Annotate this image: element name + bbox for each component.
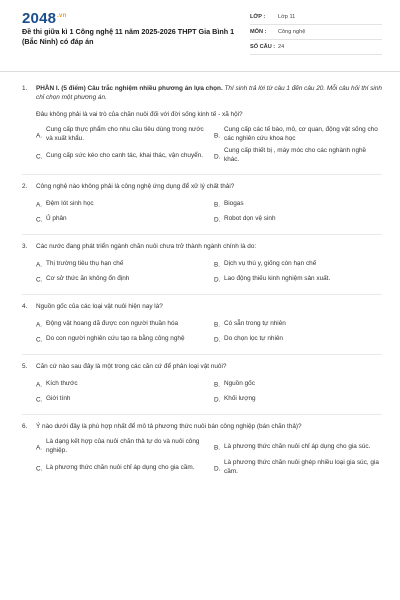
option-text: Thị trường tiêu thụ hạn chế [46, 259, 124, 267]
option-text: Là phương thức chăn nuôi chỉ áp dụng cho gia cầm. [46, 463, 195, 471]
options [36, 317, 382, 347]
question-stem: Ý nào dưới đây là phù hợp nhất để mô tả phương thức nuôi bán công nghiệp (bán chăn thả)? [36, 423, 302, 430]
question-3 [22, 242, 382, 295]
meta-key: SỐ CÂU : [250, 44, 276, 50]
question-6 [22, 422, 382, 479]
options [36, 437, 382, 479]
option-text: Biogas [224, 199, 244, 207]
option-letter: B. [214, 444, 221, 451]
option-text: Là phương thức chăn nuôi chỉ áp dụng cho gia súc. [224, 442, 371, 450]
meta-key: MÔN : [250, 29, 267, 35]
option-letter: C. [36, 276, 43, 283]
meta-row-class [250, 10, 382, 25]
option-letter: A. [36, 132, 43, 139]
option-d[interactable] [214, 272, 382, 287]
option-text: Dịch vụ thú y, giống còn hạn chế [224, 259, 317, 267]
option-letter: D. [214, 396, 221, 403]
option-a[interactable] [36, 125, 204, 146]
option-d[interactable] [214, 458, 382, 479]
option-text: Cơ sở thức ăn không ổn định [46, 274, 130, 282]
option-d[interactable] [214, 212, 382, 227]
question-divider [22, 174, 382, 175]
option-text: Do con người nghiên cứu tạo ra bằng công nghệ [46, 334, 185, 342]
option-letter: A. [36, 201, 43, 208]
option-b[interactable] [214, 197, 382, 212]
option-text: Robot dọn vệ sinh [224, 214, 276, 222]
options [36, 197, 382, 227]
meta-table [250, 10, 382, 55]
option-letter: C. [36, 216, 43, 223]
option-a[interactable] [36, 317, 204, 332]
option-c[interactable] [36, 392, 204, 407]
question-stem: Căn cứ nào sau đây là một trong các căn cứ để phân loại vật nuôi? [36, 363, 227, 370]
section-note: Thí sinh trả lời từ câu 1 đến câu 20. Mỗi câu hỏi thí sinh chỉ chọn một phương án. [36, 85, 382, 101]
option-b[interactable] [214, 125, 382, 146]
option-text: Đệm lót sinh học [46, 199, 94, 207]
question-5 [22, 362, 382, 415]
option-letter: B. [214, 261, 221, 268]
header [22, 10, 382, 70]
question-number: 6. [22, 423, 28, 430]
option-letter: D. [214, 336, 221, 343]
document-title: Đề thi giữa kì 1 Công nghệ 11 năm 2025-2026 THPT Gia Bình 1 (Bắc Ninh) có đáp án [22, 27, 235, 46]
option-text: Nguồn gốc [224, 379, 255, 387]
meta-row-count [250, 40, 382, 55]
options [36, 377, 382, 407]
logo-tld: .vn [57, 13, 67, 19]
question-1 [22, 84, 382, 175]
option-text: Động vật hoang dã được con người thuần hóa [46, 319, 179, 327]
header-divider [0, 71, 400, 72]
question-stem: Nguồn gốc của các loại vật nuôi hiện nay là? [36, 303, 163, 310]
option-b[interactable] [214, 377, 382, 392]
option-letter: C. [36, 396, 43, 403]
option-c[interactable] [36, 458, 204, 479]
option-text: Cung cấp thiết bị , máy móc cho các nghành nghề khác. [224, 147, 367, 163]
options [36, 257, 382, 287]
option-b[interactable] [214, 257, 382, 272]
option-a[interactable] [36, 437, 204, 458]
section-title: PHẦN I. (5 điểm) Câu trắc nghiệm nhiều phương án lựa chọn. [36, 85, 223, 92]
option-d[interactable] [214, 146, 382, 167]
question-list [22, 84, 382, 479]
option-text: Khối lượng [224, 394, 256, 402]
section-intro [36, 84, 382, 102]
option-d[interactable] [214, 392, 382, 407]
option-c[interactable] [36, 212, 204, 227]
meta-value: 24 [278, 44, 285, 50]
option-c[interactable] [36, 332, 204, 347]
question-number: 2. [22, 183, 28, 190]
option-text: Giới tính [46, 394, 71, 402]
option-c[interactable] [36, 272, 204, 287]
option-text: Có sẵn trong tự nhiên [224, 319, 286, 327]
option-letter: B. [214, 201, 221, 208]
option-text: Là dạng kết hợp của nuôi chăn thả tự do và nuôi công nghiệp. [46, 438, 200, 454]
question-2 [22, 182, 382, 235]
option-a[interactable] [36, 377, 204, 392]
question-number: 3. [22, 243, 28, 250]
meta-key: LỚP : [250, 14, 266, 20]
option-letter: D. [214, 153, 221, 160]
option-b[interactable] [214, 317, 382, 332]
question-stem: Đâu không phải là vai trò của chăn nuôi đối với đời sống kinh tế - xã hội? [36, 111, 243, 118]
option-letter: A. [36, 381, 43, 388]
meta-value[interactable]: Công nghệ [278, 29, 306, 35]
option-a[interactable] [36, 197, 204, 212]
option-c[interactable] [36, 146, 204, 167]
option-a[interactable] [36, 257, 204, 272]
question-number: 1. [22, 85, 28, 92]
question-stem: Công nghệ nào không phải là công nghệ ứng dụng để xử lý chất thải? [36, 183, 235, 190]
option-letter: C. [36, 336, 43, 343]
question-divider [22, 294, 382, 295]
option-letter: A. [36, 321, 43, 328]
logo-text: 2048 [22, 10, 57, 27]
option-text: Cung cấp sức kéo cho canh tác, khai thác, vận chuyển. [46, 151, 204, 159]
question-number: 4. [22, 303, 28, 310]
meta-row-subject [250, 25, 382, 40]
option-text: Do chọn lọc tự nhiên [224, 334, 283, 342]
meta-value[interactable]: Lớp 11 [278, 14, 296, 20]
option-letter: B. [214, 381, 221, 388]
option-text: Ủ phân [46, 214, 67, 222]
option-letter: D. [214, 465, 221, 472]
question-divider [22, 234, 382, 235]
option-text: Cung cấp các tế bào, mô, cơ quan, động vật sống cho các nghiên cứu khoa học [224, 126, 378, 142]
option-letter: B. [214, 132, 221, 139]
option-text: Kích thước [46, 379, 78, 387]
option-text: Là phương thức chăn nuôi ghép nhiều loại gia súc, gia cầm. [224, 459, 379, 475]
option-text: Cung cấp thực phẩm cho nhu cầu tiêu dùng trong nước và xuất khẩu. [46, 126, 204, 142]
option-d[interactable] [214, 332, 382, 347]
question-divider [22, 354, 382, 355]
question-stem: Các nước đang phát triển ngành chăn nuôi chưa trở thành ngành chính là do: [36, 243, 257, 250]
option-letter: C. [36, 465, 43, 472]
options [36, 125, 382, 167]
option-text: Lao động thiếu kinh nghiệm sản xuất. [224, 274, 331, 282]
option-letter: B. [214, 321, 221, 328]
question-4 [22, 302, 382, 355]
option-letter: D. [214, 216, 221, 223]
question-divider [22, 414, 382, 415]
option-b[interactable] [214, 437, 382, 458]
option-letter: D. [214, 276, 221, 283]
question-number: 5. [22, 363, 28, 370]
option-letter: A. [36, 261, 43, 268]
option-letter: C. [36, 153, 43, 160]
option-letter: A. [36, 444, 43, 451]
